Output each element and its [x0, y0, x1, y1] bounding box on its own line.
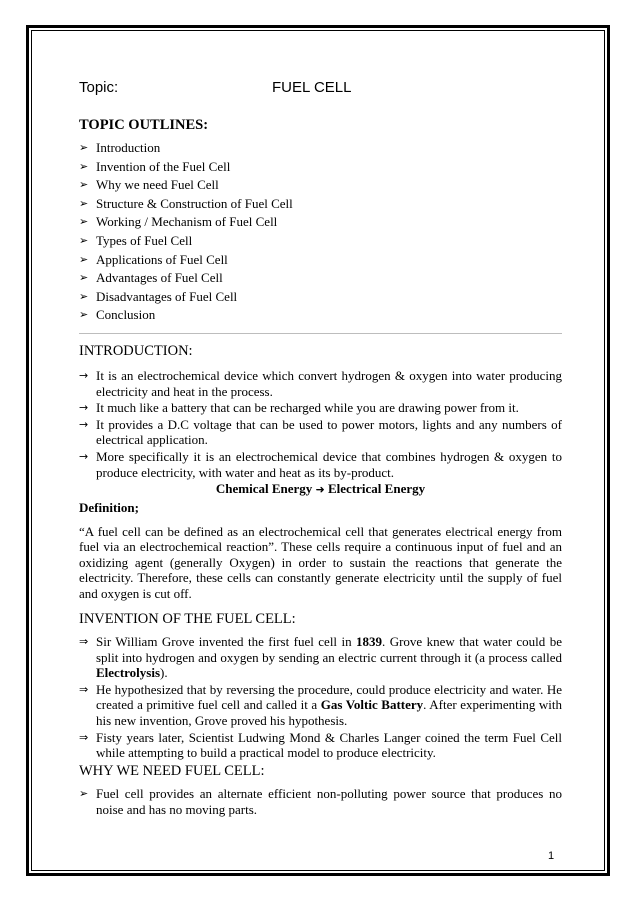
- arrow-bullet-icon: ➢: [79, 289, 89, 303]
- list-item: ➢ Why we need Fuel Cell: [79, 176, 293, 195]
- list-item: → It provides a D.C voltage that can be used to power motors, lights and any numbers of electrical application.: [79, 416, 562, 448]
- list-item: → More specifically it is an electrochemical device that combines hydrogen & oxygen to produce electricity, with water and heat as its by-product.: [79, 448, 562, 480]
- invention-heading: INVENTION OF THE FUEL CELL:: [79, 611, 296, 627]
- list-item: ➢ Disadvantages of Fuel Cell: [79, 288, 293, 307]
- right-arrow-icon: →: [79, 449, 89, 463]
- list-item: → It much like a battery that can be recharged while you are drawing power from it.: [79, 400, 519, 416]
- right-arrow-icon: →: [79, 417, 89, 431]
- list-item: ➢ Invention of the Fuel Cell: [79, 158, 293, 177]
- definition-text: “A fuel cell can be defined as an electrochemical cell that generates electrical energy from fuel via an electrochemical reaction”. These cells require a continuous input of fuel and an oxidizing agent (generally Oxygen) in order to sustain the reactions that generate the electricity. Therefore, these cells can constantly generate electricity until the supply of fuel and oxygen is cut off.: [79, 523, 562, 601]
- list-item: ➢ Applications of Fuel Cell: [79, 251, 293, 270]
- arrow-bullet-icon: ➢: [79, 141, 89, 154]
- arrow-bullet-icon: ➢: [79, 787, 89, 800]
- topic-title: FUEL CELL: [272, 79, 352, 96]
- introduction-list: [79, 368, 562, 480]
- outlines-heading: TOPIC OUTLINES:: [79, 117, 209, 133]
- list-item: ⇒ He hypothesized that by reversing the procedure, could produce electricity and water. He created a primitive fuel cell and called it a Gas Voltic Battery. After experimenting with his new invention, Grove proved his hypothesis.: [79, 681, 562, 728]
- double-arrow-icon: ⇒: [79, 730, 89, 744]
- arrow-bullet-icon: ➢: [79, 308, 89, 322]
- introduction-section: [79, 342, 562, 498]
- double-arrow-icon: ⇒: [79, 682, 89, 696]
- list-item: ➢ Structure & Construction of Fuel Cell: [79, 195, 293, 214]
- list-item: ➢ Advantages of Fuel Cell: [79, 269, 293, 288]
- arrow-bullet-icon: ➢: [79, 178, 89, 192]
- right-arrow-icon: →: [79, 401, 89, 415]
- outline-list: [79, 139, 293, 325]
- list-item: → It is an electrochemical device which convert hydrogen & oxygen into water producing electricity and heat in the process.: [79, 368, 562, 399]
- arrow-bullet-icon: ➢: [79, 215, 89, 229]
- arrow-bullet-icon: ➢: [79, 233, 89, 247]
- invention-section: [79, 610, 562, 762]
- topic-header: [79, 79, 562, 99]
- list-item: ➢ Conclusion: [79, 306, 293, 325]
- definition-section: [79, 500, 562, 602]
- list-item: ➢ Types of Fuel Cell: [79, 232, 293, 251]
- right-arrow-icon: →: [79, 369, 89, 382]
- section-divider: [79, 333, 562, 334]
- list-item: ➢ Introduction: [79, 139, 293, 158]
- double-arrow-icon: ⇒: [79, 635, 89, 648]
- list-item: ⇒ Fisty years later, Scientist Ludwing Mond & Charles Langer coined the term Fuel Cell while attempting to build a practical model to produce electricity.: [79, 729, 562, 761]
- energy-conversion-line: Chemical Energy ➜ Electrical Energy: [215, 481, 426, 497]
- introduction-heading: INTRODUCTION:: [79, 343, 193, 359]
- arrow-bullet-icon: ➢: [79, 159, 89, 173]
- list-item: ➢ Fuel cell provides an alternate efficient non-polluting power source that produces no noise and has no moving parts.: [79, 786, 562, 817]
- why-section: [79, 762, 562, 818]
- list-item: ⇒ Sir William Grove invented the first fuel cell in 1839. Grove knew that water could be split into hydrogen and oxygen by sending an electric current through it (a process called Electrolysis).: [79, 634, 562, 681]
- arrow-bullet-icon: ➢: [79, 271, 89, 285]
- arrow-bullet-icon: ➢: [79, 196, 89, 210]
- definition-heading: Definition;: [79, 500, 139, 515]
- invention-list: [79, 634, 562, 761]
- why-heading: WHY WE NEED FUEL CELL:: [79, 763, 265, 779]
- heavy-arrow-icon: ➜: [315, 483, 325, 497]
- topic-label: Topic:: [79, 79, 119, 96]
- arrow-bullet-icon: ➢: [79, 252, 89, 266]
- why-list: [79, 786, 562, 817]
- list-item: ➢ Working / Mechanism of Fuel Cell: [79, 213, 293, 232]
- page-number: 1: [548, 850, 555, 862]
